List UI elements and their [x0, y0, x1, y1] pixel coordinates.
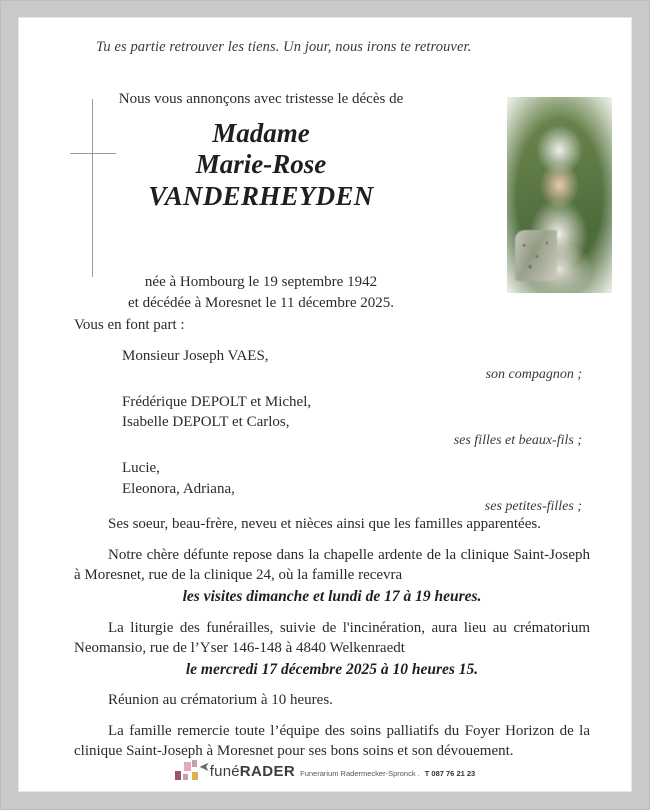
logo-brand-name	[210, 763, 295, 780]
deceased-name-block	[96, 118, 426, 212]
thanks-paragraph: La famille remercie toute l’équipe des soins palliatifs du Foyer Horizon de la clinique Saint-Joseph à Moresnet pour ses bons soins et son dévouement.	[74, 723, 590, 760]
logo-brand-suffix: RADER	[239, 763, 296, 780]
dove-icon: ➤	[198, 759, 210, 774]
family-group	[74, 392, 590, 433]
spacer	[74, 449, 590, 458]
family-group	[74, 458, 590, 499]
family-group	[74, 346, 590, 367]
logo-brand-prefix: funé	[209, 763, 240, 780]
deceased-first-name: Marie-Rose	[195, 149, 327, 180]
liturgy-paragraph	[74, 619, 590, 680]
family-lead-in: Vous en font part :	[74, 317, 185, 333]
birth-death-dates	[96, 272, 426, 313]
other-relatives-paragraph: Ses soeur, beau-frère, neveu et nièces ainsi que les familles apparentées.	[108, 516, 541, 533]
logo-squares-mark	[175, 759, 210, 780]
funeral-home-logo	[18, 760, 632, 780]
chapel-text: Notre chère défunte repose dans la chapelle ardente de la clinique Saint-Joseph à Moresnet, rue de la clinique 24, où la famille recevra	[74, 547, 590, 584]
family-member: Monsieur Joseph VAES,	[122, 348, 269, 364]
deceased-title: Madame	[212, 118, 310, 148]
spacer	[74, 383, 590, 392]
announcement-content	[18, 17, 632, 792]
announcement-intro: Nous vous annonçons avec tristesse le décès de	[118, 91, 404, 107]
family-member: Eleonora, Adriana,	[122, 480, 235, 497]
spacer	[74, 337, 590, 346]
logo-square	[183, 774, 188, 780]
spacer	[74, 535, 590, 546]
chapel-paragraph	[74, 546, 590, 607]
family-member: Frédérique DEPOLT et Michel,	[122, 393, 312, 410]
liturgy-datetime: le mercredi 17 décembre 2025 à 10 heures 15.	[185, 660, 479, 678]
announcement-sheet	[18, 17, 632, 792]
family-relation-label: ses filles et beaux-fils ;	[453, 433, 582, 449]
logo-tagline: Funerarium Radermecker-Spronck .	[300, 769, 420, 778]
birth-line: née à Hombourg le 19 septembre 1942	[144, 274, 378, 290]
logo-square	[184, 762, 191, 771]
family-member: Lucie,	[122, 460, 160, 477]
family-member: Isabelle DEPOLT et Carlos,	[122, 414, 290, 431]
family-relation-label: ses petites-filles ;	[484, 499, 582, 515]
gathering-paragraph: Réunion au crématorium à 10 heures.	[108, 692, 333, 709]
logo-square	[192, 760, 197, 767]
liturgy-text: La liturgie des funérailles, suivie de l'incinération, aura lieu au crématorium Neomansio, rue de l’Yser 146-148 à 4840 Welkenraedt	[74, 619, 590, 656]
body-text-area	[74, 317, 590, 762]
spacer	[74, 680, 590, 691]
deceased-last-name: VANDERHEYDEN	[148, 180, 374, 211]
spacer	[74, 608, 590, 619]
spacer	[74, 711, 590, 722]
death-line: et décédée à Moresnet le 11 décembre 2025.	[128, 294, 394, 311]
logo-square	[192, 772, 198, 780]
chapel-visiting-hours: les visites dimanche et lundi de 17 à 19 heures.	[182, 588, 482, 606]
logo-square	[175, 771, 181, 780]
logo-phone-number: T 087 76 21 23	[424, 769, 476, 778]
family-relation-label: son compagnon ;	[485, 366, 582, 382]
epitaph-line: Tu es partie retrouver les tiens. Un jour, nous irons te retrouver.	[96, 39, 472, 55]
